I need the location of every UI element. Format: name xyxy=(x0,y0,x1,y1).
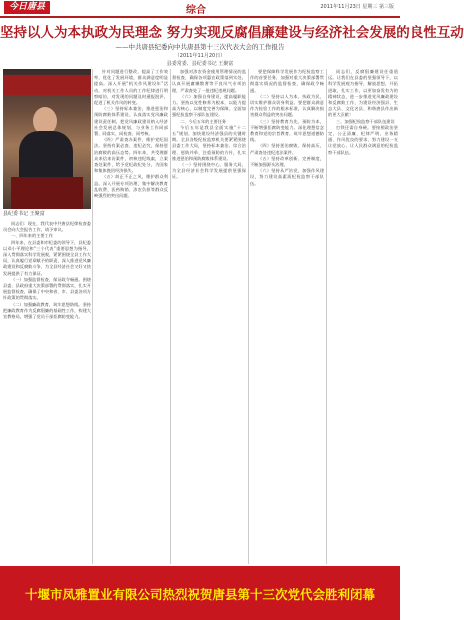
paragraph: 二、今后五年的主要任务 xyxy=(180,118,227,124)
paragraph: 同志们：现在，我代表中共唐县纪律检查委员会向大会报告工作，请予审议。 xyxy=(3,221,91,233)
article-column-3 xyxy=(172,69,246,564)
newspaper-logo: 今日唐县 xyxy=(4,1,50,14)
photo-banner xyxy=(3,75,91,95)
column-divider xyxy=(170,69,171,564)
paragraph: 加强对涉农资金使用管理情况的监督检查，确保各项惠农政策落到实处。认真开展庸懒散奢等不良风气专项治理，严肃查处了一批违纪违规问题。 xyxy=(172,69,246,93)
paragraph: 一、四年来的主要工作 xyxy=(11,233,53,239)
paragraph: 三、加强纪检监察干部队伍建设 xyxy=(336,118,395,124)
paragraph: （四）严肃查办案件，维护党纪国法。坚持有案必查、违纪必究，保持惩治腐败的高压态势。四年来，共受理群众来信来访案件，初核违纪线索，立案查处案件，给予党纪政纪处分，为国家和集体挽回经济损失。 xyxy=(94,137,168,174)
article-column-1 xyxy=(3,221,91,564)
article-column-5 xyxy=(328,69,398,564)
article-subhead: ——中共唐县纪委向中共唐县第十三次代表大会的工作报告 xyxy=(115,43,285,51)
column-divider xyxy=(326,69,327,564)
paragraph: （六）坚持从严治党、加强作风建设，努力建设高素质纪检监察干部队伍。 xyxy=(250,168,324,186)
paragraph: （二）坚持以人为本、执政为民，切实维护群众切身利益。要把群众满意作为检验工作的根本标准，认真解决损害群众利益的突出问题。 xyxy=(250,93,324,118)
paragraph: 今后五年是我县全面实施“十二五”规划、加快建设经济强县的关键时期。全县各级纪检监察机关要紧紧围绕县委工作大局，坚持标本兼治、综合治理、惩防并举、注重预防的方针，扎实推进惩治和预防腐败体系建设。 xyxy=(172,124,246,161)
paragraph: 打铁还需自身硬。要按照政治坚定、公正清廉、纪律严明、业务精通、作风优良的要求，努力建设一支让党放心、让人民群众满意的纪检监察干部队伍。 xyxy=(328,124,398,155)
speaker-photo xyxy=(3,69,91,209)
paragraph: 同志们，反腐倡廉建设任重道远。让我们在县委的坚强领导下，以科学发展观为指导，解放思想，开拓进取，扎实工作，以更加奋发有为的精神状态，进一步推进党风廉政建设和反腐败工作，为建设经济强县、生态大县、文化名县、和谐唐县作出新的更大贡献！ xyxy=(328,69,398,118)
paragraph: 要把保障科学发展作为纪检监察工作的首要任务，加强对重大决策部署贯彻落实情况的监督检查，确保政令畅通。 xyxy=(250,69,324,93)
section-name: 综合 xyxy=(186,5,206,16)
masthead xyxy=(0,0,400,18)
paragraph: （五）纠正不正之风，维护群众利益。深入开展专项治理，集中解决教育乱收费、医药购销、涉农负担等群众反映强烈的突出问题。 xyxy=(94,174,168,199)
dateline: 2011年11月23日 星期三 第三版 xyxy=(320,4,394,10)
paragraph: （五）坚持改革创新、完善制度，不断加强源头治理。 xyxy=(250,155,324,168)
photo-podium xyxy=(11,177,83,209)
article-date: （2011年11月20日） xyxy=(174,53,226,59)
paragraph: （一）坚持围绕中心、服务大局，为全县经济社会科学发展提供坚强保证。 xyxy=(172,162,246,180)
paragraph: （二）加强廉政教育，筑牢思想防线。坚持把廉政教育作为反腐倡廉的基础性工作，构建大宣教格局，增强了党员干部拒腐防变能力。 xyxy=(3,301,91,320)
column-divider xyxy=(248,69,249,564)
article-column-2 xyxy=(94,69,168,564)
paragraph: （六）加强自身建设，提高履职能力。坚持以党性修养为根本，以能力提高为核心，以制度完善为保障，全面加强纪检监察干部队伍建设。 xyxy=(172,93,246,118)
paragraph: （四）坚持惩治腐败、保持高压，严肃查处违纪违法案件。 xyxy=(250,143,324,155)
paragraph: 四年来，在县委和市纪委的领导下，县纪委以邓小平理论和“三个代表”重要思想为指导，深入贯彻落实科学发展观，紧紧围绕全县工作大局，认真履行党章赋予的职责，深入推进党风廉政建设和反腐败斗争，为全县经济社会又好又快发展提供了有力保证。 xyxy=(3,239,91,276)
article-headline: 坚持以人为本执政为民理念 努力实现反腐倡廉建设与经济社会发展的良性互动 xyxy=(0,25,464,41)
paragraph: （三）坚持标本兼治，推进惩治和预防腐败体系建设。认真落实党风廉政建设责任制，把党风廉政建设纳入经济社会发展总体规划，与业务工作同部署、同落实、同检查、同考核。 xyxy=(94,106,168,137)
photo-caption: 县纪委书记 王聚富 xyxy=(3,211,45,217)
article-column-4 xyxy=(250,69,324,564)
column-divider xyxy=(92,69,93,564)
paragraph: （一）加强监督检查，保证政令畅通。围绕县委、县政府重大决策部署的贯彻落实，扎实开展监督检查，确保了中央和省、市、县委各项方针政策的贯彻落实。 xyxy=(3,276,91,301)
article-byline: 县委常委、县纪委书记 王聚富 xyxy=(166,61,234,67)
paragraph: 针对问题进行整改，提高了工作效率，优化了发展环境，群众满意度明显提高。深入开展“机关作风建设年”活动，对机关工作人员的工作纪律进行明察暗访，对发现的问题及时通报批评，促进了机关作风的转变。 xyxy=(94,69,168,106)
ad-text: 十堰市凤雅置业有限公司热烈祝贺唐县第十三次党代会胜利闭幕 xyxy=(24,587,375,602)
paragraph: （三）坚持教育为先、预防为本，不断增强拒腐防变能力。深化理想信念教育和党的宗旨教育，筑牢思想道德防线。 xyxy=(250,118,324,143)
